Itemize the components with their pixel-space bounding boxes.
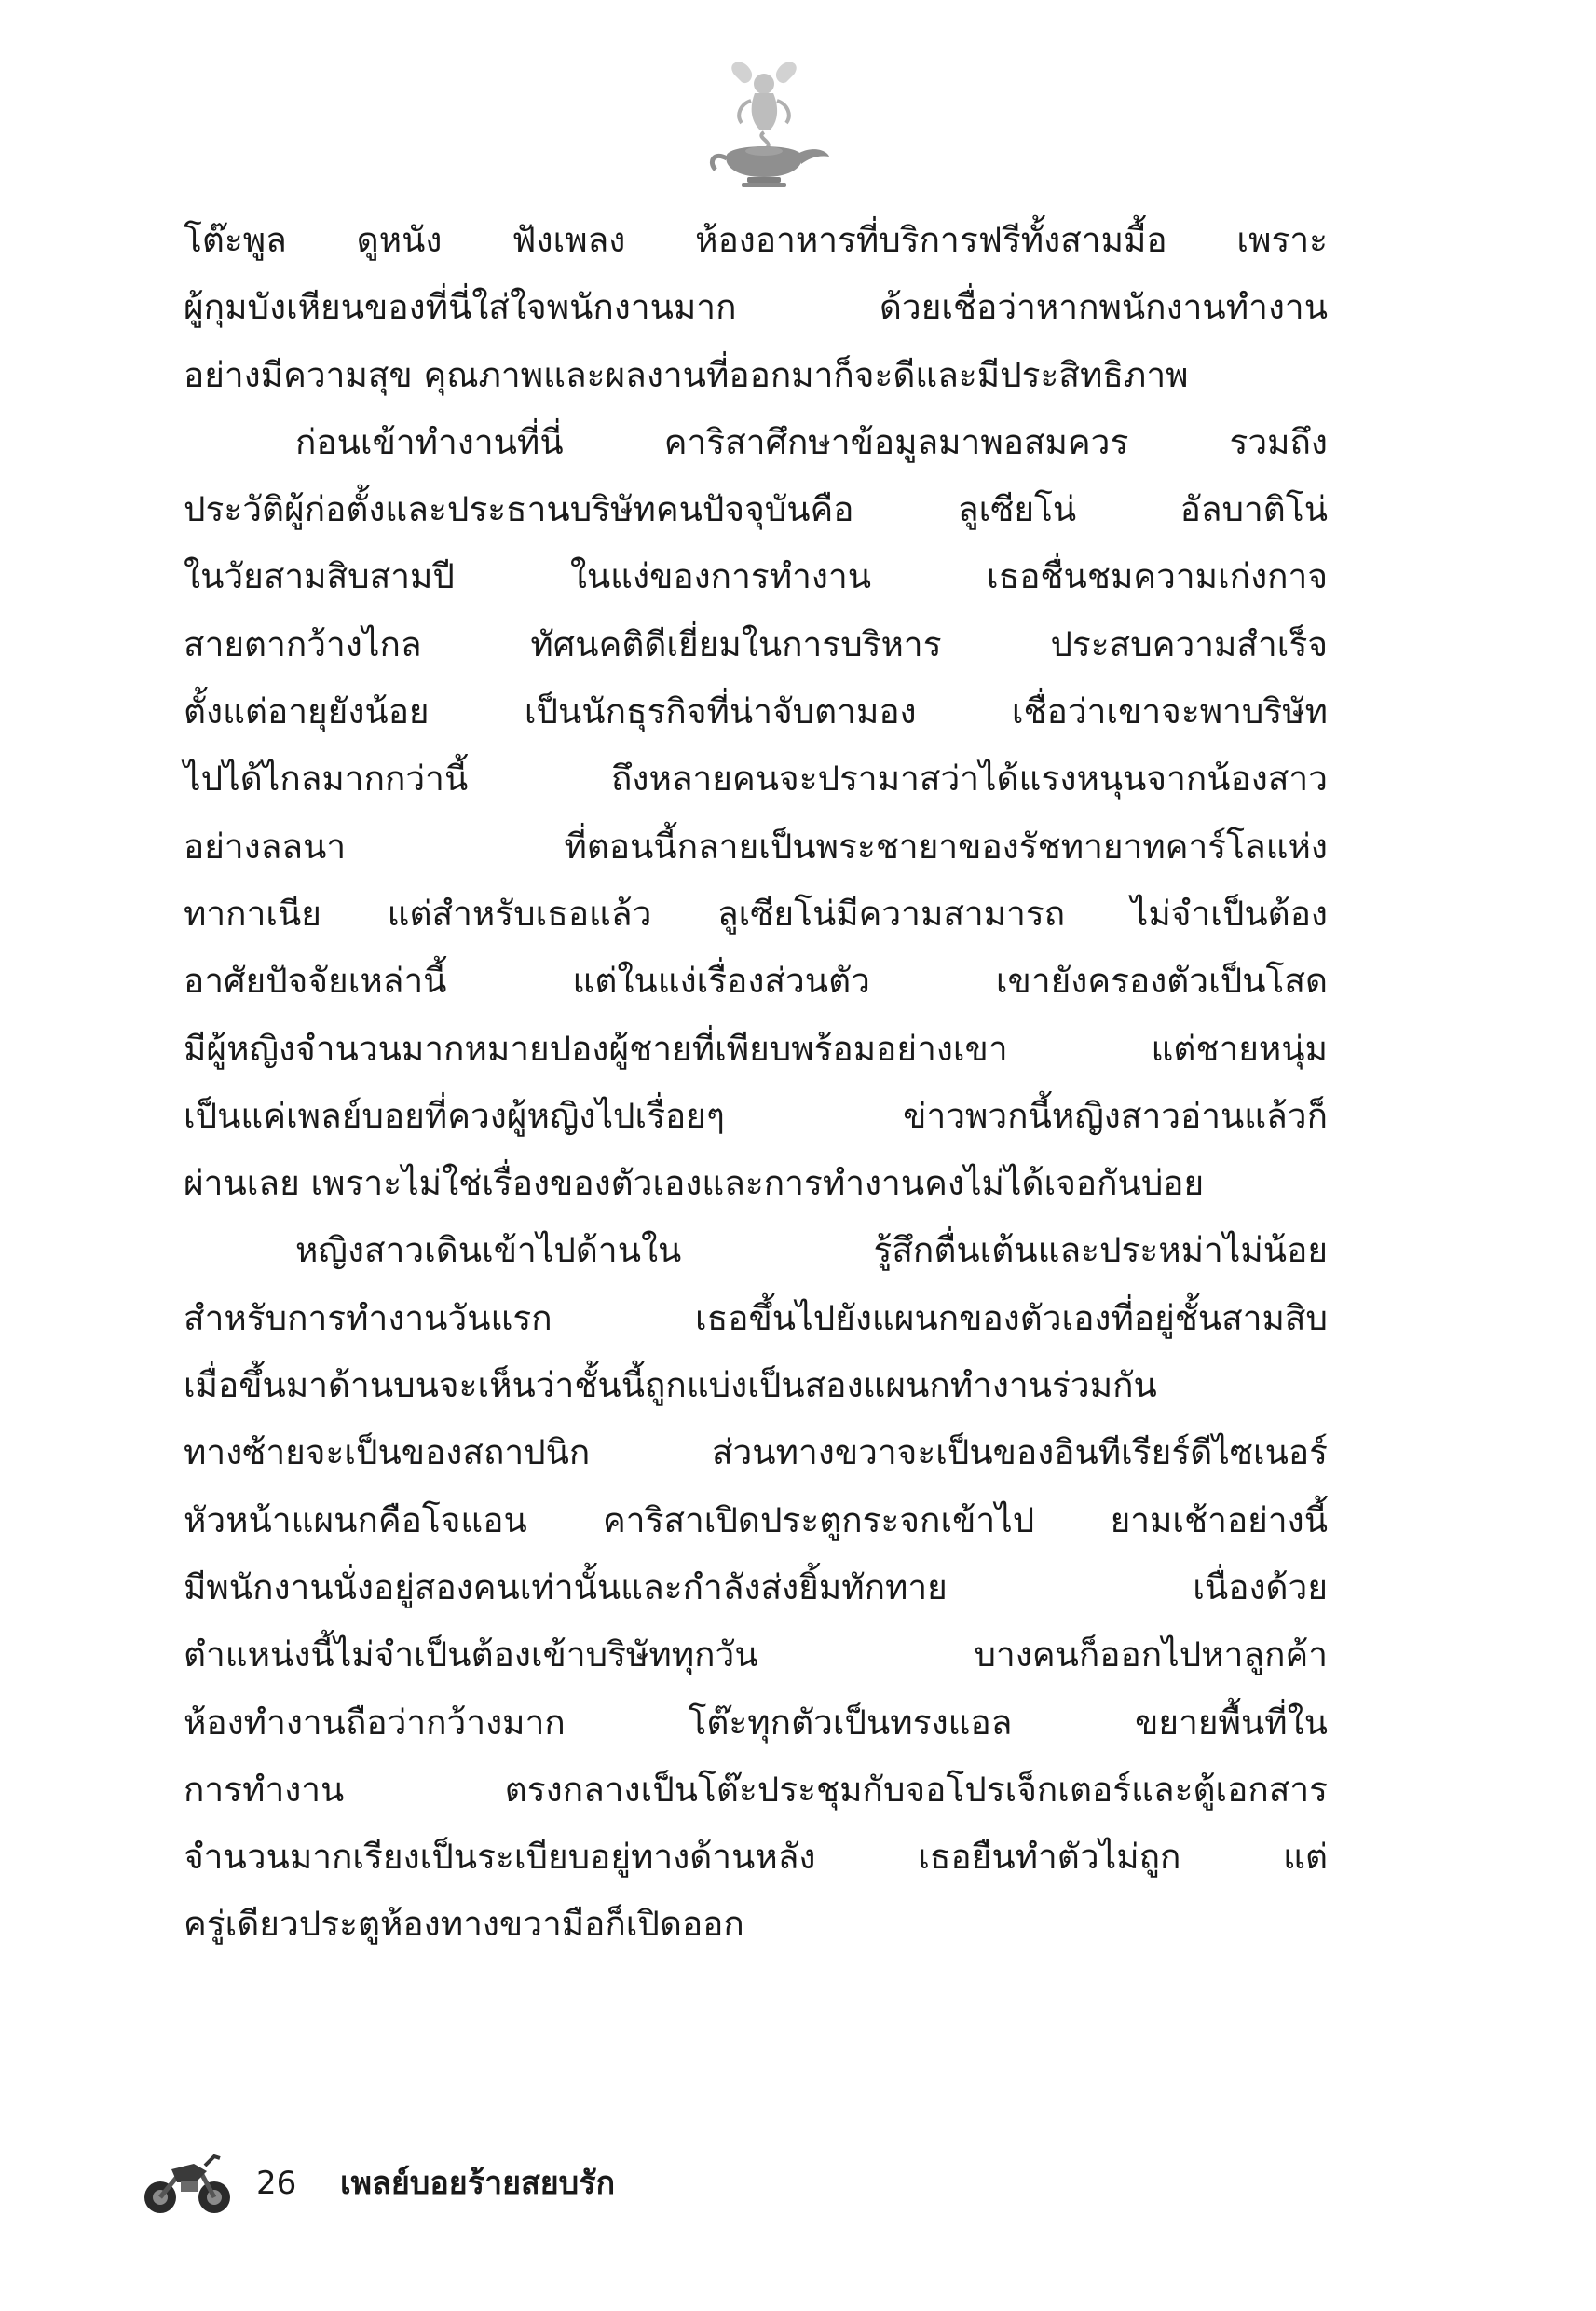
text-line: ไปได้ไกลมากกว่านี้ ถึงหลายคนจะปรามาสว่าได้แรงหนุนจากน้องสาว: [184, 759, 1328, 800]
text-line: การทำงาน ตรงกลางเป็นโต๊ะประชุมกับจอโปรเจ็กเตอร์และตู้เอกสาร: [184, 1769, 1328, 1810]
text-line: ตั้งแต่อายุยังน้อย เป็นนักธุรกิจที่น่าจับตามอง เชื่อว่าเขาจะพาบริษัท: [184, 691, 1328, 732]
text-line: จำนวนมากเรียงเป็นระเบียบอยู่ทางด้านหลัง เธอยืนทำตัวไม่ถูก แต่: [184, 1837, 1328, 1878]
book-title: เพลย์บอยร้ายสยบรัก: [340, 2165, 616, 2202]
text-line: ทางซ้ายจะเป็นของสถาปนิก ส่วนทางขวาจะเป็นของอินทีเรียร์ดีไซเนอร์: [184, 1432, 1328, 1473]
text-line: มีผู้หญิงจำนวนมากหมายปองผู้ชายที่เพียบพร้อมอย่างเขา แต่ชายหนุ่ม: [184, 1028, 1328, 1069]
text-line: เมื่อขึ้นมาด้านบนจะเห็นว่าชั้นนี้ถูกแบ่งเป็นสองแผนกทำงานร่วมกัน: [184, 1365, 1157, 1406]
text-line: ห้องทำงานถือว่ากว้างมาก โต๊ะทุกตัวเป็นทรงแอล ขยายพื้นที่ใน: [184, 1702, 1328, 1743]
motorcycle-icon: [140, 2145, 233, 2220]
text-line: ในวัยสามสิบสามปี ในแง่ของการทำงาน เธอชื่นชมความเก่งกาจ: [184, 556, 1328, 597]
text-line: เป็นแค่เพลย์บอยที่ควงผู้หญิงไปเรื่อยๆ ข่าวพวกนี้หญิงสาวอ่านแล้วก็: [184, 1095, 1328, 1136]
text-line: หัวหน้าแผนกคือโจแอน คาริสาเปิดประตูกระจกเข้าไป ยามเช้าอย่างนี้: [184, 1499, 1328, 1540]
text-line: อาศัยปัจจัยเหล่านี้ แต่ในแง่เรื่องส่วนตัว เขายังครองตัวเป็นโสด: [184, 961, 1328, 1002]
text-line: โต๊ะพูล ดูหนัง ฟังเพลง ห้องอาหารที่บริการฟรีทั้งสามมื้อ เพราะ: [184, 220, 1328, 260]
text-line: สายตากว้างไกล ทัศนคติดีเยี่ยมในการบริหาร ประสบความสำเร็จ: [184, 623, 1328, 664]
text-line: ผ่านเลย เพราะไม่ใช่เรื่องของตัวเองและการทำงานคงไม่ได้เจอกันบ่อย: [184, 1163, 1205, 1204]
text-line: ก่อนเข้าทำงานที่นี่ คาริสาศึกษาข้อมูลมาพอสมควร รวมถึง: [295, 421, 1328, 462]
text-line: หญิงสาวเดินเข้าไปด้านใน รู้สึกตื่นเต้นและประหม่าไม่น้อย: [295, 1230, 1328, 1271]
body-text: [184, 207, 1328, 1959]
text-line: ครู่เดียวประตูห้องทางขวามือก็เปิดออก: [184, 1904, 744, 1945]
text-line: สำหรับการทำงานวันแรก เธอขึ้นไปยังแผนกของตัวเองที่อยู่ชั้นสามสิบ: [184, 1297, 1328, 1338]
text-line: ประวัติผู้ก่อตั้งและประธานบริษัทคนปัจจุบันคือ ลูเซียโน่ อัลบาติโน่: [184, 489, 1328, 530]
page-number: 26: [256, 2165, 297, 2202]
text-line: ทากาเนีย แต่สำหรับเธอแล้ว ลูเซียโน่มีความสามารถ ไม่จำเป็นต้อง: [184, 893, 1328, 934]
text-line: อย่างมีความสุข คุณภาพและผลงานที่ออกมาก็จะดีและมีประสิทธิภาพ: [184, 354, 1189, 395]
cupid-genie-lamp-icon: [689, 54, 839, 194]
text-line: ผู้กุมบังเหียนของที่นี่ใส่ใจพนักงานมาก ด้วยเชื่อว่าหากพนักงานทำงาน: [184, 287, 1328, 328]
text-line: อย่างลลนา ที่ตอนนี้กลายเป็นพระชายาของรัชทายาทคาร์โลแห่ง: [184, 826, 1328, 867]
text-line: ตำแหน่งนี้ไม่จำเป็นต้องเข้าบริษัททุกวัน บางคนก็ออกไปหาลูกค้า: [184, 1634, 1328, 1675]
page-footer: [140, 2145, 885, 2220]
text-line: มีพนักงานนั่งอยู่สองคนเท่านั้นและกำลังส่งยิ้มทักทาย เนื่องด้วย: [184, 1566, 1328, 1607]
